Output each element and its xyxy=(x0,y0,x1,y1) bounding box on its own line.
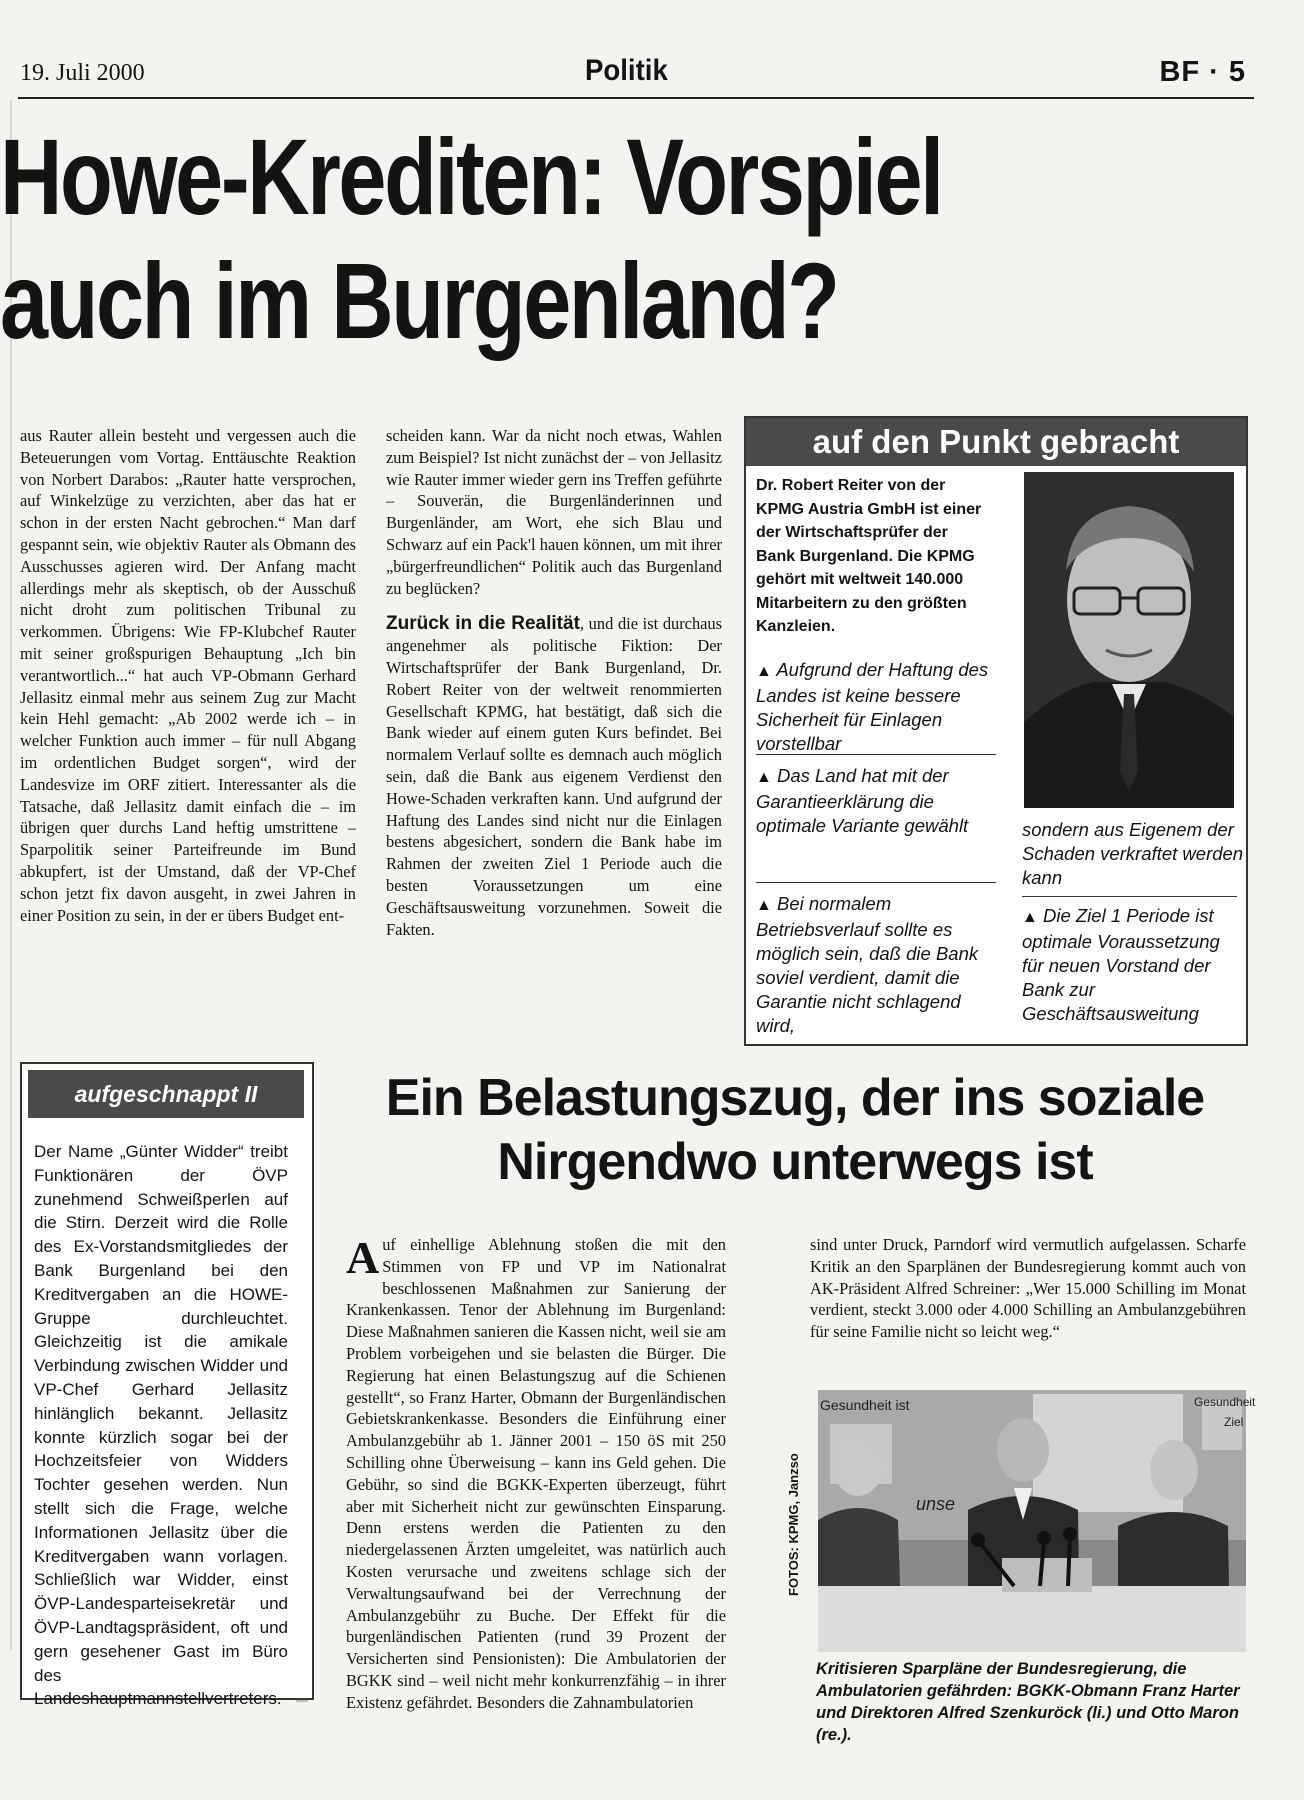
article-column-2-text-b: , und die ist durchaus angenehmer als politische Fiktion: Der Wirtschaftsprüfer der Bank Burgenland, Dr. Robert Reiter von der weltweit renommierten Gesellschaft KPMG, hat bestätigt, daß sich die Bank wieder auf einem guten Kurs befindet. Bei normalem Verlauf sollte es demnach auch möglich sein, daß die Bank aus eigenem Verdienst den Howe-Schaden verkraften kann. Und aufgrund der Haftung des Landes sind nicht nur die Einlagen bestens abgesichert, sondern die Bank habe im Rahmen der zweiten Ziel 1 Periode auch die besten Voraussetzungen um eine Geschäftsausweitung vorzunehmen. Soweit die Fakten. xyxy=(386,614,722,939)
photo-credit: FOTOS: KPMG, Janzso xyxy=(786,1453,801,1597)
photo-sign-left: Gesundheit ist xyxy=(820,1397,910,1413)
article2-column-1 xyxy=(346,1234,726,1714)
bullet-divider xyxy=(1022,896,1237,897)
article-headline xyxy=(340,1066,1250,1194)
drop-cap: A xyxy=(346,1232,380,1283)
portrait-photo xyxy=(1024,472,1234,808)
photo-sign-ziel: Ziel xyxy=(1224,1415,1244,1429)
photo-sign-mid: unse xyxy=(916,1494,956,1514)
infobox xyxy=(744,416,1248,1046)
infobox-intro: Dr. Robert Reiter von der KPMG Austria GmbH ist einer der Wirtschaftsprüfer der Bank Burgenland. Die KPMG gehört mit weltweit 140.000 Mitarbeitern zu den größten Kanzleien. xyxy=(756,477,982,635)
portrait-illustration xyxy=(1024,472,1234,808)
article-column-2 xyxy=(386,425,722,940)
header-rule xyxy=(18,97,1254,99)
press-conference-photo xyxy=(818,1390,1256,1652)
photo-caption: Kritisieren Sparpläne der Bundesregierung, die Ambulatorien gefährden: BGKK-Obmann Franz Harter und Direktoren Alfred Szenkuröck (li.) und Otto Maron (re.). xyxy=(816,1660,1240,1744)
sidebar-text: Der Name „Günter Widder“ treibt Funktionären der ÖVP zunehmend Schweißperlen auf die Stirn. Derzeit wird die Rolle des Ex-Vorstandsmitgliedes der Bank Burgenland bei den Kreditvergaben an die HOWE-Gruppe durchleuchtet. Gleichzeitig ist die amikale Verbindung zwischen Widder und VP-Chef Gerhard Jellasitz hinlänglich bekannt. Jellasitz konnte kürzlich sogar bei der Hochzeitsfeier von Widders Tochter gesehen werden. Nun stellt sich die Frage, welche Informationen Jellasitz über die Kreditvergaben wann vorlagen. Schließlich war Widder, einst ÖVP-Landesparteisekretär und ÖVP-Landtagspräsident, oft und gern gesehener Gast im Büro des Landeshauptmannstellvertreters. xyxy=(34,1142,288,1709)
main-headline xyxy=(0,115,1000,363)
bullet-continuation: sondern aus Eigenem der Schaden verkraftet werden kann xyxy=(1022,819,1244,888)
bullet-point: ▲ Das Land hat mit der Garantieerklärung die optimale Variante gewählt xyxy=(756,765,969,836)
headline-line-2: auch im Burgenland? xyxy=(0,240,838,361)
press-conference-illustration xyxy=(818,1390,1256,1652)
photo-sign-right: Gesundheit xyxy=(1194,1395,1256,1409)
article-subhead: Zurück in die Realität xyxy=(386,613,580,635)
bullet-divider xyxy=(756,754,996,755)
article-headline-line-2: Nirgendwo unterwegs ist xyxy=(497,1133,1093,1191)
bullet-point: ▲ Aufgrund der Haftung des Landes ist keine bessere Sicherheit für Einlagen vorstellbar xyxy=(756,659,989,754)
article-headline-line-1: Ein Belastungszug, der ins soziale xyxy=(385,1069,1205,1127)
sidebar-title: aufgeschnappt II xyxy=(28,1070,304,1118)
headline-line-1: Howe-Krediten: Vorspiel xyxy=(0,116,942,237)
article-column-2-text: scheiden kann. War da nicht noch etwas, Wahlen zum Beispiel? Ist nicht zunächst der – von Jellasitz wie Rauter immer wieder gern ins Treffen geführte – Souverän, die Burgenländerinnen und Burgenländer, am Wort, ehe sich Blau und Schwarz auf ein Pack'l hauen können, um mit ihrer „bürgerfreundlichen“ Politik auch das Burgenland zu beglücken? xyxy=(386,426,722,598)
article2-column-2: sind unter Druck, Parndorf wird vermutlich aufgelassen. Scharfe Kritik an den Sparplänen der Bundesregierung kommt auch von AK-Präsident Alfred Schreiner: „Wer 15.000 Schilling im Monat verdient, steckt 3.000 oder 4.000 Schilling an Ambulanzgebühren für seine Familie nicht so leicht weg.“ xyxy=(810,1235,1246,1342)
bullet-point: ▲ Die Ziel 1 Periode ist optimale Voraussetzung für neuen Vorstand der Bank zur Geschäftsausweitung xyxy=(1022,905,1220,1024)
article-column-1: aus Rauter allein besteht und vergessen auch die Beteuerungen vom Vortag. Enttäuschte Reaktion von Norbert Darabos: „Rauter hatte versprochen, auf Winkelzüge zu verzichten, aber das hat er schon in der ersten Nacht gebrochen.“ Man darf gespannt sein, wie objektiv Rauter als Obmann des Ausschusses agieren wird. Der Anfang macht allerdings mehr als skeptisch, ob der Ausschuß nicht droht zum politischen Tribunal zu verkommen. Übrigens: Wie FP-Klubchef Rauter mit seiner großspurigen Behauptung „Ich bin verantwortlich...“ hat auch VP-Obmann Gerhard Jellasitz einmal mehr aus seinem Zug zur Macht kein Hehl gemacht: „Ab 2002 werde ich – in welcher Funktion auch immer – für null Abgang im ordentlichen Budget sorgen“, wird der Landesvize im ORF zitiert. Interessanter als die Tatsache, daß Jellasitz damit einfach die – im übrigen quer durchs Land heftig umstrittene – Sparpolitik seiner Parteifreunde im Bund abkupfert, ist der Umstand, daß der VP-Chef schon jetzt fix davon ausgeht, in zwei Jahren in einer Position zu sein, in der er übers Budget ent- xyxy=(20,426,356,925)
sidebar-box xyxy=(20,1062,314,1709)
infobox-title: auf den Punkt gebracht xyxy=(746,418,1246,466)
article2-column-1-text: uf einhellige Ablehnung stoßen die mit den Stimmen von FP und VP im Nationalrat beschlossenen Maßnahmen zur Sanierung der Krankenkassen. Tenor der Ablehnung im Burgenland: Diese Maßnahmen sanieren die Kassen nicht, weil sie am Problem vorbeigehen und sie belasten die Bürger. Die Regierung hat einen Belastungszug auf die Schienen gestellt“, so Franz Harter, Obmann der Burgenländischen Gebietskrankenkasse. Besonders die Einführung einer Ambulanzgebühr ab 1. Jänner 2001 – 150 öS mit 250 Schilling ohne Überweisung – kann ins Geld gehen. Die Gebühr, so sind die BGKK-Experten überzeugt, führt aber mit Sicherheit nicht zur gewünschten Einsparung. Denn erstens werden die Patienten zu den niedergelassenen Ärzten umgeleitet, was natürlich auch Kosten verursache und zweitens schlage sich der Verwaltungsaufwand bei der Verrechnung der Ambulanzgebühr zu Buche. Der Effekt für die burgenländischen Patienten (rund 39 Prozent der Versicherten sind Pensionisten): Die Ambulatorien der BGKK sind – weil nicht mehr konkurrenzfähig – in ihrer Existenz gefährdet. Besonders die Zahnambulatorien xyxy=(346,1235,726,1712)
section-title: Politik xyxy=(585,54,668,87)
issue-date: 19. Juli 2000 xyxy=(20,60,145,86)
page-number: BF · 5 xyxy=(1159,56,1246,88)
bullet-divider xyxy=(756,882,996,883)
bullet-point: ▲ Bei normalem Betriebsverlauf sollte es möglich sein, daß die Bank soviel verdient, damit die Garantie nicht schlagend wird, xyxy=(756,893,979,1036)
